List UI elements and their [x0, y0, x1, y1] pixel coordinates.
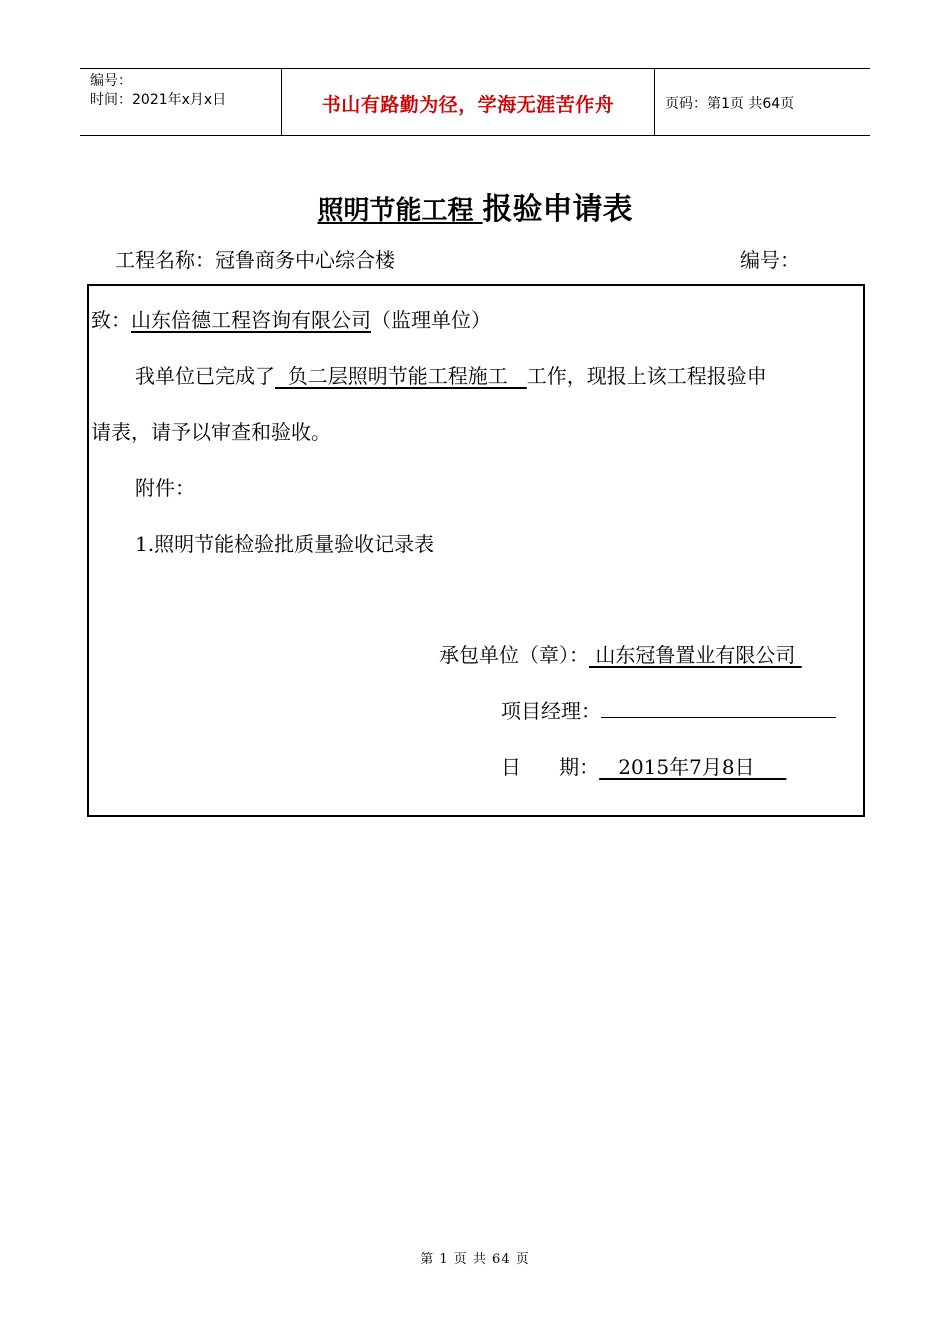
statement-work: 负二层照明节能工程施工	[275, 364, 527, 388]
header-divider-2	[654, 68, 655, 136]
contractor-value: 山东冠鲁置业有限公司	[589, 643, 802, 667]
statement-suffix: 工作，现报上该工程报验申	[526, 364, 767, 388]
statement-line-1	[135, 360, 767, 389]
recipient-company: 山东倍德工程咨询有限公司	[131, 308, 371, 332]
header-page-info: 页码：第1页 共64页	[665, 96, 795, 112]
form-box	[87, 284, 865, 817]
title-rest: 报验申请表	[482, 192, 633, 227]
header-motto: 书山有路勤为径，学海无涯苦作舟	[321, 94, 615, 116]
header-table	[80, 68, 870, 136]
page-footer: 第 1 页 共 64 页	[420, 1252, 530, 1267]
attachment-label: 附件：	[135, 476, 195, 500]
statement-prefix: 我单位已完成了	[135, 364, 275, 388]
header-bottom-border	[80, 135, 870, 136]
statement-line-2: 请表，请予以审查和验收。	[91, 420, 331, 444]
date-line	[501, 751, 786, 780]
title-underlined: 照明节能工程	[317, 196, 483, 226]
contractor-line	[439, 639, 802, 668]
header-time-label: 时间：2021年x月x日	[90, 92, 227, 108]
manager-line	[501, 695, 836, 724]
project-name: 工程名称：冠鲁商务中心综合楼	[115, 248, 395, 272]
header-top-border	[80, 68, 870, 69]
project-number-label: 编号：	[740, 248, 800, 272]
header-number-label: 编号：	[90, 73, 132, 89]
manager-blank	[601, 699, 836, 718]
recipient-line	[91, 304, 491, 333]
header-meta	[90, 72, 226, 110]
manager-label: 项目经理：	[501, 699, 601, 723]
date-label: 日 期：	[501, 755, 600, 779]
contractor-label: 承包单位（章）：	[439, 643, 589, 667]
document-title	[0, 184, 950, 228]
recipient-suffix: （监理单位）	[371, 308, 491, 332]
attachment-item-1: 1.照明节能检验批质量验收记录表	[135, 532, 435, 556]
date-value: 2015年7月8日	[599, 755, 787, 779]
recipient-prefix: 致：	[91, 308, 131, 332]
